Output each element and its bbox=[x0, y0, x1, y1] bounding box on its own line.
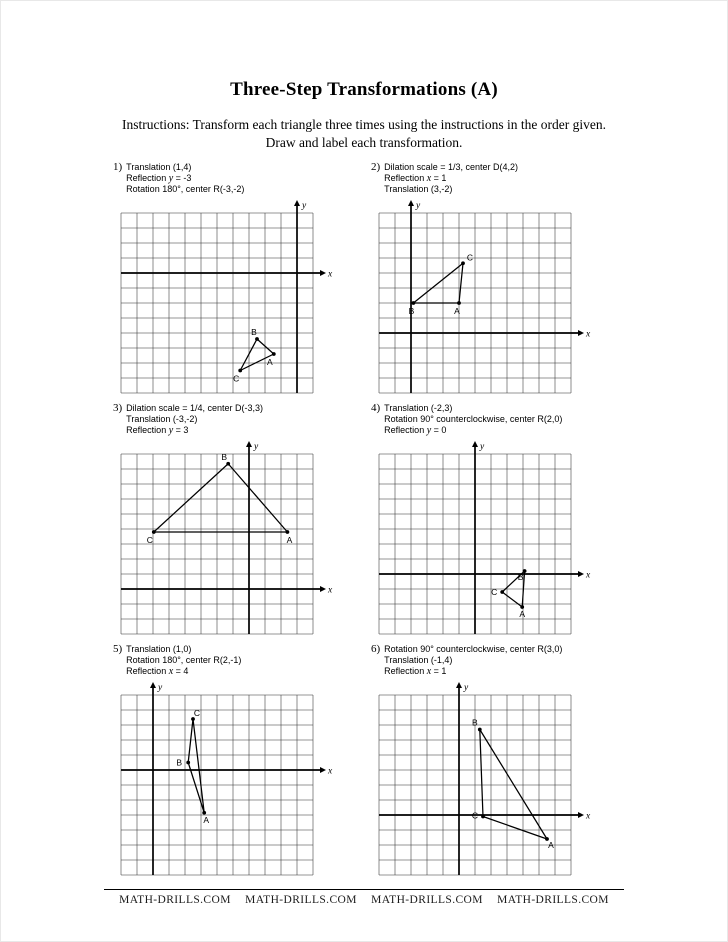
vertex-dot-A bbox=[286, 530, 290, 534]
x-axis-label: x bbox=[586, 570, 591, 581]
y-axis-arrow-icon bbox=[408, 200, 414, 206]
vertex-label-B: B bbox=[176, 757, 183, 768]
vertex-dot-B bbox=[255, 337, 259, 341]
coordinate-grid bbox=[119, 438, 339, 638]
vertex-label-B: B bbox=[517, 572, 524, 582]
triangle bbox=[154, 464, 288, 532]
vertex-dot-A bbox=[272, 352, 276, 356]
grid-lines bbox=[379, 213, 571, 393]
problem-steps bbox=[384, 644, 562, 677]
problem-4 bbox=[371, 403, 615, 643]
transformation-step: Translation (-1,4) bbox=[384, 655, 453, 665]
vertex-label-C: C bbox=[471, 810, 479, 821]
vertex-label-C: C bbox=[193, 708, 201, 718]
y-axis-arrow-icon bbox=[150, 682, 156, 688]
vertex-label-B: B bbox=[251, 327, 257, 337]
transformation-step: Translation (-3,-2) bbox=[126, 414, 198, 424]
transformation-step: Reflection x = 1 bbox=[384, 666, 447, 677]
vertex-label-C: C bbox=[233, 373, 240, 384]
coordinate-grid bbox=[377, 197, 597, 397]
x-axis-label: x bbox=[328, 766, 333, 777]
problem-number: 2) bbox=[371, 161, 381, 173]
problem-header bbox=[371, 403, 615, 436]
transformation-step: Rotation 90° counterclockwise, center R(3,0) bbox=[384, 644, 563, 654]
instructions-line1: Instructions: Transform each triangle three times using the instructions in the order given. bbox=[121, 117, 607, 132]
y-axis-label: y bbox=[254, 442, 259, 452]
vertex-label-C: C bbox=[466, 252, 474, 263]
vertex-label-B: B bbox=[408, 306, 415, 316]
transformation-step: Rotation 90° counterclockwise, center R(2,0) bbox=[384, 414, 563, 424]
problem-header bbox=[371, 644, 615, 677]
transformation-step: Translation (3,-2) bbox=[384, 184, 453, 194]
x-axis-arrow-icon bbox=[320, 767, 326, 773]
vertex-dot-C bbox=[152, 530, 156, 534]
x-axis-label: x bbox=[586, 329, 591, 340]
x-axis-label: x bbox=[328, 585, 333, 596]
x-axis-arrow-icon bbox=[578, 330, 584, 336]
problem-number: 6) bbox=[371, 643, 381, 655]
grid-wrapper bbox=[377, 197, 615, 402]
problem-steps bbox=[126, 403, 263, 436]
vertex-label-B: B bbox=[221, 451, 228, 462]
vertex-label-B: B bbox=[471, 717, 478, 728]
instructions-line2: Draw and label each transformation. bbox=[265, 135, 463, 150]
problem-header bbox=[113, 162, 357, 195]
problem-steps bbox=[384, 403, 562, 436]
vertex-label-A: A bbox=[286, 535, 293, 545]
coordinate-grid bbox=[119, 679, 339, 879]
grid-wrapper bbox=[119, 438, 357, 643]
problem-header bbox=[113, 403, 357, 436]
grid-lines bbox=[121, 695, 313, 875]
problem-steps bbox=[384, 162, 518, 195]
y-axis-label: y bbox=[464, 683, 469, 693]
vertex-dot-A bbox=[457, 301, 461, 305]
x-axis-arrow-icon bbox=[578, 571, 584, 577]
problem-number: 3) bbox=[113, 402, 123, 414]
transformation-step: Reflection y = 3 bbox=[126, 425, 189, 436]
transformation-step: Translation (-2,3) bbox=[384, 403, 453, 413]
coordinate-grid bbox=[119, 197, 339, 397]
grid-lines bbox=[121, 213, 313, 393]
vertex-dot-C bbox=[481, 815, 485, 819]
transformation-step: Rotation 180°, center R(2,-1) bbox=[126, 655, 242, 665]
vertex-label-A: A bbox=[266, 357, 273, 367]
transformation-step: Rotation 180°, center R(-3,-2) bbox=[126, 184, 245, 194]
triangle bbox=[480, 730, 547, 840]
problem-steps bbox=[126, 644, 241, 677]
vertex-label-C: C bbox=[146, 535, 153, 545]
transformation-step: Reflection x = 4 bbox=[126, 666, 189, 677]
grid-wrapper bbox=[119, 197, 357, 402]
problem-2 bbox=[371, 162, 615, 402]
transformation-step: Dilation scale = 1/4, center D(-3,3) bbox=[126, 403, 263, 413]
problem-number: 1) bbox=[113, 161, 123, 173]
vertex-label-A: A bbox=[203, 814, 210, 825]
transformation-step: Reflection x = 1 bbox=[384, 173, 447, 184]
transformation-step: Reflection y = 0 bbox=[384, 425, 447, 436]
vertex-dot-B bbox=[226, 462, 230, 466]
x-axis-arrow-icon bbox=[320, 270, 326, 276]
problem-number: 5) bbox=[113, 643, 123, 655]
page-title: Three-Step Transformations (A) bbox=[230, 79, 498, 100]
transformation-step: Reflection y = -3 bbox=[126, 173, 192, 184]
grid-wrapper bbox=[377, 438, 615, 643]
vertex-dot-C bbox=[500, 590, 504, 594]
coordinate-grid bbox=[377, 679, 597, 879]
vertex-label-A: A bbox=[454, 306, 460, 316]
triangle bbox=[413, 263, 463, 303]
y-axis-label: y bbox=[416, 201, 421, 211]
footer-text: MATH-DRILLS.COM MATH-DRILLS.COM MATH-DRILLS.COM MATH-DRILLS.COM bbox=[119, 894, 609, 906]
problem-header bbox=[371, 162, 615, 195]
vertex-dot-C bbox=[238, 369, 242, 373]
y-axis-label: y bbox=[480, 442, 485, 452]
coordinate-grid bbox=[377, 438, 597, 638]
y-axis-arrow-icon bbox=[456, 682, 462, 688]
problem-header bbox=[113, 644, 357, 677]
grid-wrapper bbox=[119, 679, 357, 884]
x-axis-arrow-icon bbox=[578, 812, 584, 818]
x-axis-arrow-icon bbox=[320, 586, 326, 592]
vertex-dot-C bbox=[461, 261, 465, 265]
y-axis-arrow-icon bbox=[246, 441, 252, 447]
footer-divider bbox=[104, 889, 624, 890]
problem-5 bbox=[113, 644, 357, 884]
instructions bbox=[1, 116, 727, 152]
y-axis-arrow-icon bbox=[472, 441, 478, 447]
transformation-step: Translation (1,4) bbox=[126, 162, 192, 172]
problem-number: 4) bbox=[371, 402, 381, 414]
x-axis-label: x bbox=[586, 811, 591, 822]
vertex-dot-B bbox=[412, 301, 416, 305]
problem-6 bbox=[371, 644, 615, 884]
problems-grid bbox=[1, 162, 727, 885]
grid-wrapper bbox=[377, 679, 615, 884]
y-axis-label: y bbox=[302, 201, 307, 211]
vertex-label-A: A bbox=[548, 840, 554, 850]
triangle bbox=[188, 719, 204, 813]
transformation-step: Translation (1,0) bbox=[126, 644, 192, 654]
vertex-label-A: A bbox=[519, 609, 526, 619]
vertex-label-C: C bbox=[491, 587, 498, 597]
x-axis-label: x bbox=[328, 269, 333, 280]
y-axis-arrow-icon bbox=[294, 200, 300, 206]
vertex-dot-B bbox=[478, 728, 482, 732]
vertex-dot-B bbox=[186, 761, 190, 765]
problem-3 bbox=[113, 403, 357, 643]
problem-1 bbox=[113, 162, 357, 402]
y-axis-label: y bbox=[158, 683, 163, 693]
problem-steps bbox=[126, 162, 244, 195]
transformation-step: Dilation scale = 1/3, center D(4,2) bbox=[384, 162, 518, 172]
